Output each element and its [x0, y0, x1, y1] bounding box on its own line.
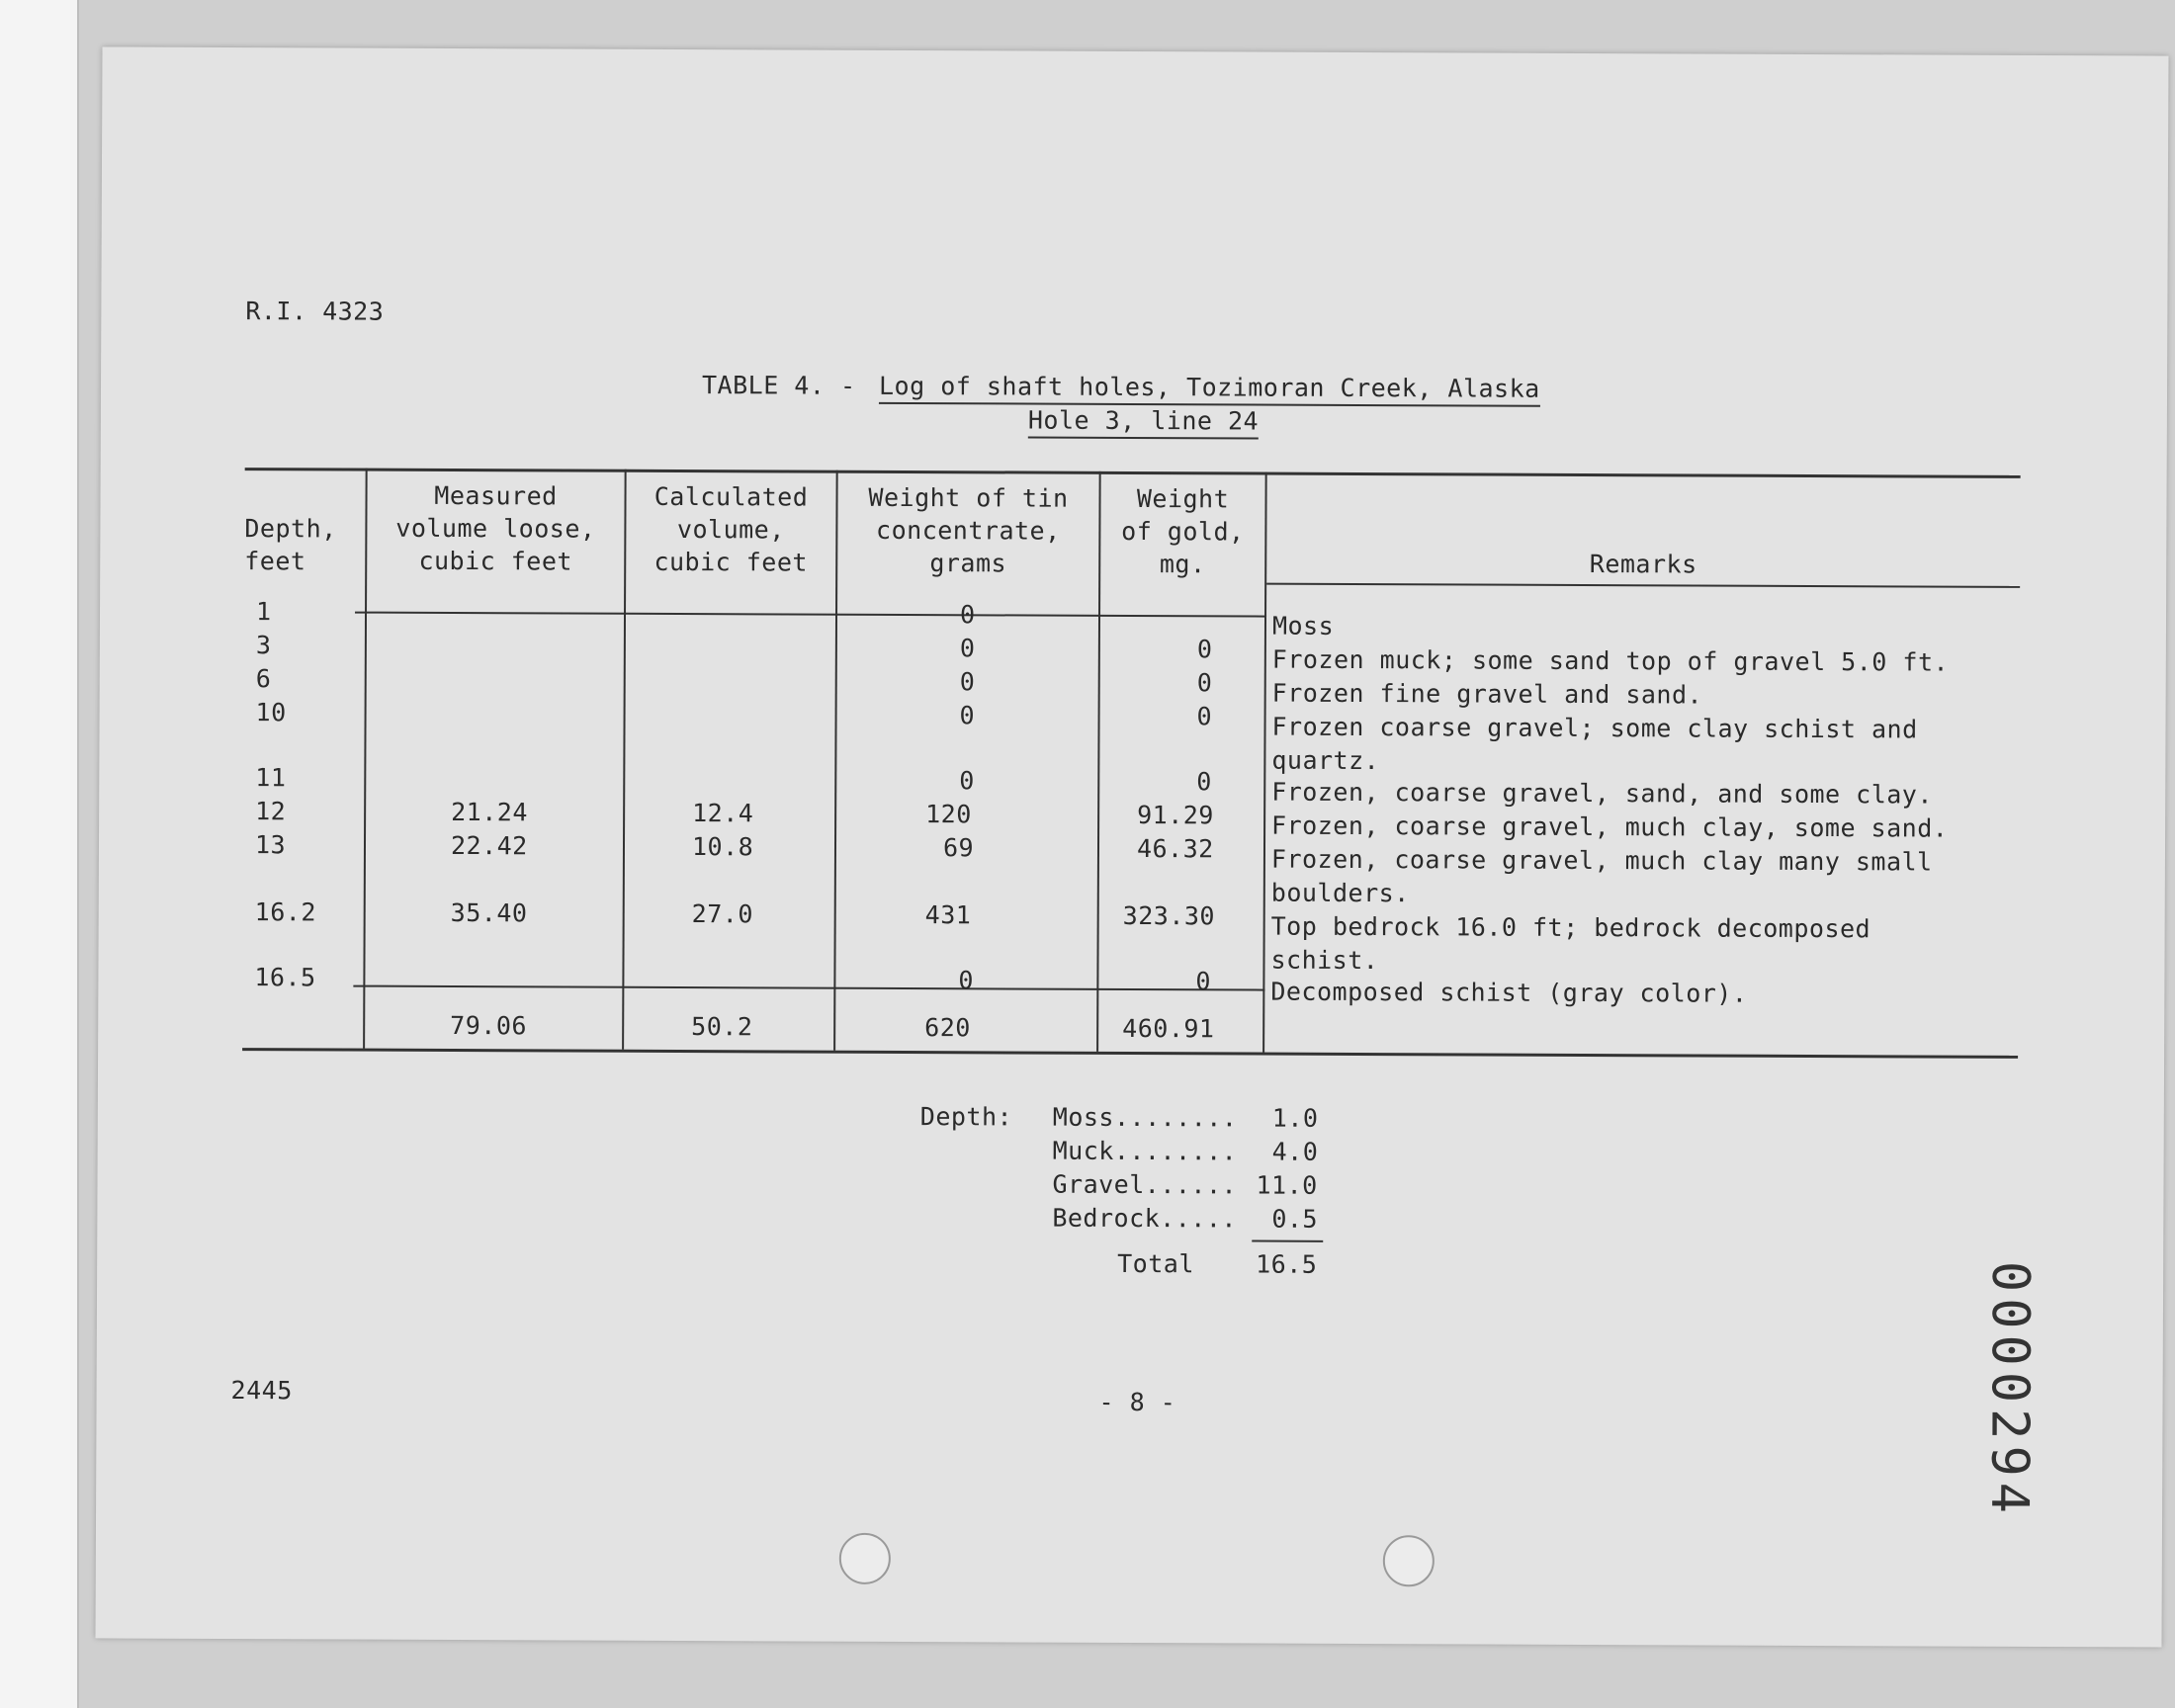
depth-summary-item: Moss........	[1052, 1102, 1238, 1133]
gold-cell: 46.32	[1136, 834, 1214, 864]
header-depth: Depth, feet	[244, 514, 337, 576]
depth-cell: 6	[255, 664, 272, 694]
remarks-cell: Frozen muck; some sand top of gravel 5.0 ft.	[1271, 644, 1950, 677]
totals-rule	[353, 985, 1264, 991]
remarks-cell: Decomposed schist (gray color).	[1270, 977, 1748, 1008]
header-remarks: Remarks	[1589, 550, 1697, 579]
table-subtitle: Hole 3, line 24	[1028, 406, 1259, 440]
tin-cell: 0	[959, 766, 975, 796]
table-title-prefix: TABLE 4. -	[701, 371, 856, 400]
depth-cell: 1	[255, 597, 272, 627]
gold-cell: 0	[1195, 967, 1212, 996]
measured-cell: 35.40	[450, 897, 528, 928]
header-gold-weight: Weight of gold, mg.	[1121, 484, 1245, 579]
document-page	[95, 46, 2168, 1647]
depth-summary-label: Depth:	[919, 1102, 1013, 1132]
depth-cell: 16.2	[254, 897, 316, 927]
depth-summary-item: Muck........	[1052, 1136, 1238, 1166]
depth-cell: 10	[255, 698, 287, 727]
measured-cell: 22.42	[450, 830, 528, 861]
calculated-cell: 10.8	[691, 832, 754, 862]
left-margin-strip	[0, 0, 79, 1708]
gold-cell: 0	[1196, 767, 1212, 797]
remarks-cell: Frozen coarse gravel; some clay schist and	[1271, 712, 1918, 744]
remarks-cell-continuation: schist.	[1270, 945, 1379, 976]
depth-summary-value: 11.0	[1256, 1170, 1318, 1200]
depth-cell: 11	[255, 763, 287, 793]
tin-cell: 0	[959, 600, 976, 630]
total-gold: 460.91	[1122, 1013, 1215, 1044]
depth-cell: 16.5	[254, 963, 316, 992]
tin-cell: 0	[959, 701, 976, 730]
depth-cell: 12	[255, 797, 287, 826]
gold-cell: 91.29	[1137, 801, 1214, 830]
remarks-cell: Top bedrock 16.0 ft; bedrock decomposed	[1270, 911, 1871, 944]
tin-cell: 69	[942, 833, 975, 863]
depth-summary-total-label: Total	[1117, 1248, 1194, 1279]
tin-cell: 0	[958, 966, 975, 995]
remarks-header-rule	[1266, 583, 2020, 588]
table-bottom-rule	[242, 1048, 2018, 1059]
remarks-cell: Frozen, coarse gravel, much clay many small	[1270, 844, 1933, 877]
punch-hole	[1383, 1535, 1435, 1586]
calculated-cell: 12.4	[692, 799, 754, 828]
depth-summary-rule	[1252, 1240, 1323, 1242]
remarks-cell-continuation: boulders.	[1270, 878, 1410, 908]
tin-cell: 0	[959, 634, 976, 663]
total-calculated: 50.2	[691, 1012, 753, 1042]
header-measured-volume: Measured volume loose, cubic feet	[395, 480, 596, 576]
tin-cell: 0	[959, 667, 976, 697]
footer-code: 2445	[230, 1376, 293, 1406]
remarks-cell-continuation: quartz.	[1271, 745, 1380, 776]
total-tin: 620	[924, 1013, 971, 1043]
depth-summary-value: 0.5	[1271, 1204, 1319, 1234]
depth-cell: 3	[255, 631, 272, 660]
tin-cell: 431	[924, 900, 972, 930]
depth-summary-total-value: 16.5	[1256, 1249, 1318, 1279]
remarks-cell: Frozen, coarse gravel, much clay, some sand.	[1271, 811, 1949, 843]
table-title: Log of shaft holes, Tozimoran Creek, Alaska	[879, 372, 1540, 407]
depth-summary-item: Gravel......	[1052, 1169, 1238, 1200]
document-stamp-number: 0000294	[1979, 1260, 2041, 1520]
depth-cell: 13	[254, 830, 287, 860]
calculated-cell: 27.0	[691, 899, 753, 929]
remarks-cell: Frozen, coarse gravel, sand, and some clay.	[1271, 777, 1934, 810]
header-tin-weight: Weight of tin concentrate, grams	[868, 482, 1069, 578]
report-id: R.I. 4323	[245, 297, 385, 326]
measured-cell: 21.24	[451, 797, 528, 827]
page-number: - 8 -	[1098, 1387, 1176, 1417]
depth-summary-item: Bedrock.....	[1052, 1203, 1238, 1234]
header-bottom-rule	[355, 612, 1266, 618]
table-top-rule	[245, 468, 2021, 478]
header-calculated-volume: Calculated volume, cubic feet	[653, 481, 809, 577]
tin-cell: 120	[925, 800, 972, 829]
total-measured: 79.06	[450, 1010, 528, 1041]
gold-cell: 323.30	[1122, 900, 1216, 931]
depth-summary-value: 4.0	[1271, 1137, 1319, 1166]
gold-cell: 0	[1196, 635, 1213, 664]
punch-hole	[839, 1533, 891, 1584]
gold-cell: 0	[1196, 668, 1213, 698]
remarks-cell: Frozen fine gravel and sand.	[1271, 678, 1703, 710]
remarks-cell: Moss	[1271, 611, 1335, 640]
depth-summary-value: 1.0	[1271, 1103, 1319, 1133]
gold-cell: 0	[1196, 702, 1213, 731]
